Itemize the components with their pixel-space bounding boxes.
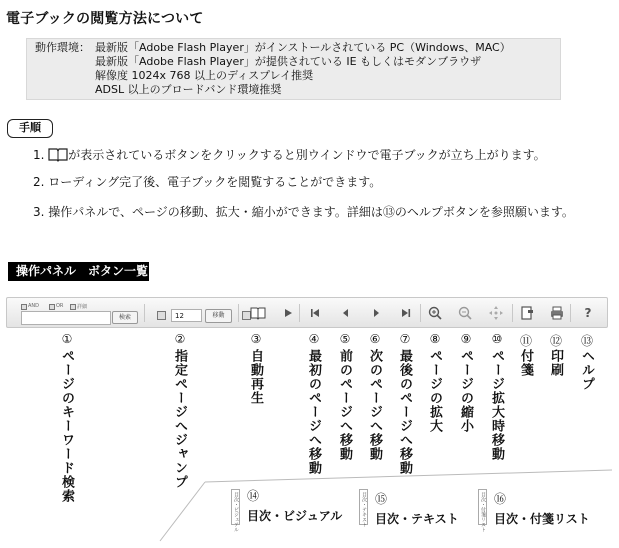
step-number: 3. — [33, 205, 45, 219]
button-label: ページの縮小 — [458, 349, 473, 433]
step-number: 1. — [33, 148, 45, 162]
search-button[interactable]: 検索 — [112, 311, 138, 324]
toc-number: ⑯ — [494, 492, 507, 506]
toc-number: ⑭ — [247, 489, 260, 503]
button-label: 次のページへ移動 — [367, 349, 382, 461]
button-number: ⑧ — [429, 332, 441, 346]
button-number: ⑨ — [460, 332, 472, 346]
button-label: ページのキーワード検索 — [59, 349, 74, 503]
toc-bookmark-thumbnail[interactable]: 目次・付箋リスト — [478, 489, 487, 525]
environment-line: ADSL 以上のブロードバンド環境推奨 — [95, 83, 282, 96]
button-number: ⑦ — [399, 332, 411, 346]
step-text: が表示されているボタンをクリックすると別ウインドウで電子ブックが立ち上がります。 — [68, 148, 546, 162]
button-number: ⑩ — [491, 332, 503, 346]
button-number: ⑪ — [519, 334, 532, 348]
environment-line: 最新版「Adobe Flash Player」がインストールされている PC（Windows、MAC） — [95, 41, 511, 54]
step-text: ローディング完了後、電子ブックを閲覧することができます。 — [48, 175, 382, 189]
environment-line: 解像度 1024x 768 以上のディスプレイ推奨 — [95, 69, 314, 82]
button-label: 前のページへ移動 — [337, 349, 352, 461]
detail-label: 詳細 — [77, 304, 88, 310]
button-number: ④ — [308, 332, 320, 346]
button-number: ⑥ — [369, 332, 381, 346]
toc-label: 目次・テキスト — [375, 512, 459, 526]
step-number: 2. — [33, 175, 45, 189]
toc-text-thumbnail[interactable]: 目次・テキスト — [359, 489, 368, 525]
button-number: ⑬ — [580, 334, 593, 348]
page-title: 電子ブックの閲覧方法について — [6, 11, 204, 27]
button-label: 印刷 — [548, 349, 563, 377]
and-label: AND — [28, 303, 40, 309]
step-text: 操作パネルで、ページの移動、拡大・縮小ができます。詳細は⑬のヘルプボタンを参照願います。 — [48, 205, 574, 219]
button-number: ⑤ — [339, 332, 351, 346]
button-label: 自動再生 — [248, 349, 263, 405]
environment-line: 最新版「Adobe Flash Player」が提供されている IE もしくはモダンブラウザ — [95, 55, 482, 68]
button-number: ③ — [250, 332, 262, 346]
button-label: ページ拡大時移動 — [489, 349, 504, 461]
button-label: ヘルプ — [579, 349, 594, 391]
panel-heading: 操作パネル ボタン一覧 — [8, 262, 149, 281]
toc-label: 目次・付箋リスト — [494, 512, 590, 526]
or-label: OR — [56, 303, 64, 309]
steps-heading: 手順 — [7, 119, 53, 138]
button-label: 最初のページへ移動 — [306, 349, 321, 475]
button-number: ⑫ — [549, 334, 562, 348]
button-label: 指定ページへジャンプ — [172, 349, 187, 489]
button-label: 最後のページへ移動 — [397, 349, 412, 475]
toc-number: ⑮ — [375, 492, 388, 506]
button-number: ① — [61, 332, 73, 346]
page-number-input[interactable]: 12 — [171, 309, 202, 322]
help-icon[interactable]: ? — [584, 306, 592, 320]
button-label: 付箋 — [518, 349, 533, 377]
button-number: ② — [174, 332, 186, 346]
toc-visual-thumbnail[interactable]: 目次・ビジュアル — [231, 489, 240, 525]
button-label: ページの拡大 — [427, 349, 442, 433]
jump-button[interactable]: 移動 — [205, 309, 232, 323]
environment-label: 動作環境： — [35, 41, 90, 54]
toc-label: 目次・ビジュアル — [247, 509, 343, 523]
